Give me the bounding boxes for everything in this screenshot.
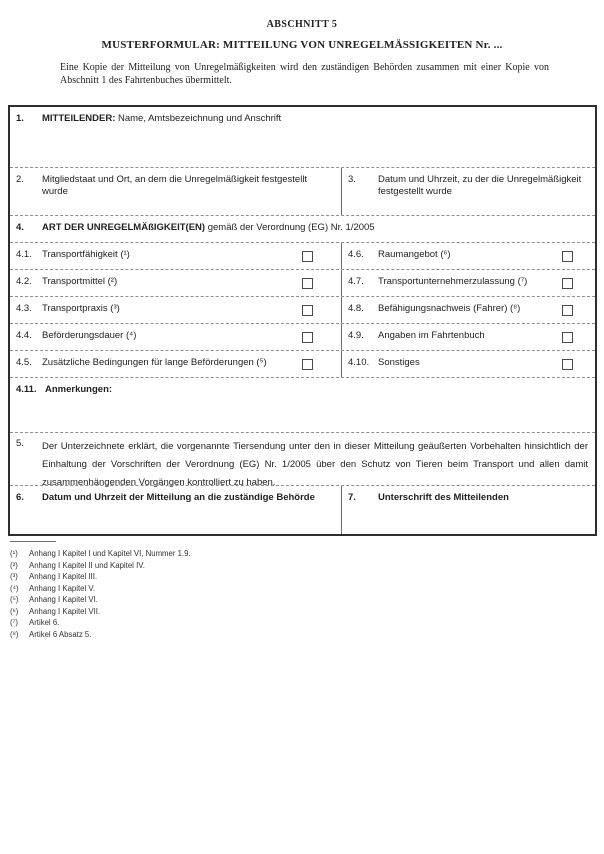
footnote-text: Artikel 6. <box>29 618 60 627</box>
section-title: ABSCHNITT 5 <box>266 19 338 30</box>
footnote-text: Anhang I Kapitel I und Kapitel VI, Nummer 1.9. <box>29 549 191 558</box>
item-number: 4.1. <box>16 249 32 260</box>
field-datum-uhrzeit-feststellung[interactable] <box>341 168 595 215</box>
footnote-marker: (⁷) <box>10 618 19 627</box>
footnote-1 <box>10 548 430 560</box>
row-label-bold: MITTEILENDER: <box>42 113 116 124</box>
row-label: Unterschrift des Mitteilenden <box>378 492 509 503</box>
row-label-rest: Name, Amtsbezeichnung und Anschrift <box>118 113 282 124</box>
footnote-3 <box>10 571 430 583</box>
item-label: Transportunternehmerzulassung (⁷) <box>378 276 528 287</box>
footnote-text: Anhang I Kapitel V. <box>29 583 96 593</box>
item-number: 4.3. <box>16 303 32 314</box>
field-unterschrift[interactable] <box>341 486 595 534</box>
footnote-8 <box>10 629 430 641</box>
footnote-marker: (²) <box>10 560 18 570</box>
footnote-7 <box>10 617 430 629</box>
footnote-marker: (³) <box>10 572 18 581</box>
item-number: 4.10. <box>348 357 370 368</box>
checkbox-4-6[interactable] <box>562 251 573 262</box>
row-label-rest: gemäß der Verordnung (EG) Nr. 1/2005 <box>207 222 375 233</box>
row-number: 4.11. <box>16 384 37 395</box>
field-anmerkungen[interactable] <box>10 377 595 432</box>
row-label: Anmerkungen: <box>45 384 113 395</box>
item-sonstiges <box>341 351 595 377</box>
checkbox-4-9[interactable] <box>562 332 573 343</box>
item-label: Befähigungsnachweis (Fahrer) (⁸) <box>378 303 521 314</box>
footnote-text: Anhang I Kapitel VI. <box>29 595 98 604</box>
item-label: Transportpraxis (³) <box>42 303 120 314</box>
item-transportpraxis <box>10 297 341 323</box>
form-title: MUSTERFORMULAR: MITTEILUNG VON UNREGELMÄSSIGKEITEN Nr. ... <box>101 39 503 51</box>
footnotes <box>10 548 430 640</box>
footnote-divider <box>10 541 56 542</box>
row-number: 6. <box>16 492 24 503</box>
footnote-text: Anhang I Kapitel III. <box>29 572 98 581</box>
field-mitgliedstaat-ort[interactable] <box>10 168 341 215</box>
item-number: 4.9. <box>348 330 364 341</box>
item-number: 4.2. <box>16 276 32 287</box>
item-label: Transportfähigkeit (¹) <box>42 249 130 260</box>
checkbox-4-1[interactable] <box>302 251 313 262</box>
declaration-text: Der Unterzeichnete erklärt, die vorgenannte Tiersendung unter den in dieser Mitteilung geäußerten Vorbehalten hinsichtlich der Einhaltung der Vorschriften der Verordnung (EG) Nr. 1/2005 über den Schutz von Tieren beim Transport und allen damit zusammenhängenden Vorgängen kontrolliert zu haben. <box>42 441 588 488</box>
item-befoerderungsdauer <box>10 324 341 350</box>
footnote-marker: (⁵) <box>10 595 19 604</box>
row-label: Datum und Uhrzeit, zu der die Unregelmäßigkeit festgestellt wurde <box>378 174 582 197</box>
item-label: Raumangebot (⁶) <box>378 249 451 260</box>
checkbox-4-10[interactable] <box>562 359 573 370</box>
item-number: 4.7. <box>348 276 364 287</box>
item-transportfaehigkeit <box>10 243 341 269</box>
row-number: 1. <box>16 113 24 124</box>
row-number: 3. <box>348 174 356 185</box>
item-number: 4.6. <box>348 249 364 260</box>
intro-paragraph: Eine Kopie der Mitteilung von Unregelmäßigkeiten wird den zuständigen Behörden zusammen mit einer Kopie von Abschnitt 1 des Fahrtenbuches übermittelt. <box>60 62 549 86</box>
footnote-marker: (⁶) <box>10 606 19 616</box>
item-raumangebot <box>341 243 595 269</box>
item-transportmittel <box>10 270 341 296</box>
checkbox-4-7[interactable] <box>562 278 573 289</box>
footnote-text: Anhang I Kapitel II und Kapitel IV. <box>29 560 145 570</box>
row-number: 7. <box>348 492 356 503</box>
item-label: Sonstiges <box>378 357 420 368</box>
row-label <box>42 113 589 125</box>
item-transportunternehmerzulassung <box>341 270 595 296</box>
item-number: 4.8. <box>348 303 364 314</box>
checkbox-4-5[interactable] <box>302 359 313 370</box>
row-number: 4. <box>16 222 24 233</box>
footnote-2 <box>10 560 430 572</box>
item-number: 4.5. <box>16 357 32 368</box>
item-label: Transportmittel (²) <box>42 276 118 287</box>
row-label-bold: ART DER UNREGELMÄßIGKEIT(EN) <box>42 222 206 233</box>
row-label: Mitgliedstaat und Ort, an dem die Unregelmäßigkeit festgestellt wurde <box>42 174 308 197</box>
checkbox-4-4[interactable] <box>302 332 313 343</box>
item-angaben-im-fahrtenbuch <box>341 324 595 350</box>
item-zusaetzliche-bedingungen <box>10 351 341 377</box>
item-label: Beförderungsdauer (⁴) <box>42 330 137 341</box>
item-number: 4.4. <box>16 330 32 341</box>
field-mitteilender[interactable] <box>10 107 595 167</box>
footnote-text: Artikel 6 Absatz 5. <box>29 629 92 639</box>
row-label: Datum und Uhrzeit der Mitteilung an die zuständige Behörde <box>42 492 315 503</box>
field-datum-uhrzeit-mitteilung[interactable] <box>10 486 341 534</box>
footnote-5 <box>10 594 430 606</box>
checkbox-4-8[interactable] <box>562 305 573 316</box>
footnote-6 <box>10 606 430 618</box>
footnote-4 <box>10 583 430 595</box>
footnote-text: Anhang I Kapitel VII. <box>29 606 101 616</box>
checkbox-4-2[interactable] <box>302 278 313 289</box>
row-label <box>42 222 589 234</box>
footnote-marker: (⁸) <box>10 629 19 639</box>
footnote-marker: (¹) <box>10 549 18 558</box>
footnote-marker: (⁴) <box>10 583 19 593</box>
declaration-row <box>10 432 595 488</box>
section-art-der-unregelmaessigkeit <box>10 215 595 242</box>
row-number: 2. <box>16 174 24 185</box>
item-befaehigungsnachweis <box>341 297 595 323</box>
item-label: Angaben im Fahrtenbuch <box>378 330 485 341</box>
checkbox-4-3[interactable] <box>302 305 313 316</box>
row-number: 5. <box>16 438 24 449</box>
item-label: Zusätzliche Bedingungen für lange Beförderungen (⁵) <box>42 357 267 368</box>
form-table <box>8 105 597 536</box>
